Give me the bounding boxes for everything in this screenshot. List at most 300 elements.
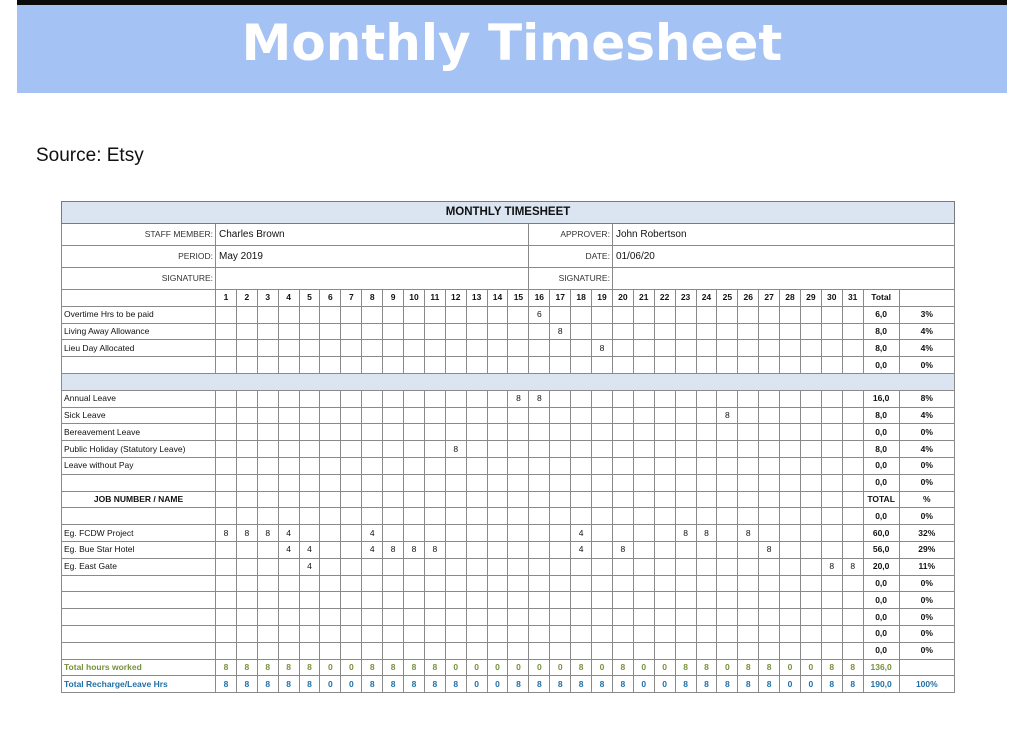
day-cell bbox=[278, 474, 299, 491]
day-cell bbox=[780, 424, 801, 441]
day-cell bbox=[529, 474, 550, 491]
day-cell bbox=[612, 340, 633, 357]
day-cell bbox=[592, 441, 613, 458]
row-name: Eg. FCDW Project bbox=[62, 525, 216, 542]
period-label: PERIOD: bbox=[62, 246, 216, 268]
day-header-21: 21 bbox=[633, 290, 654, 307]
day-cell bbox=[529, 357, 550, 374]
day-cell bbox=[257, 306, 278, 323]
day-cell: 0 bbox=[320, 676, 341, 693]
day-cell bbox=[717, 390, 738, 407]
day-cell bbox=[383, 474, 404, 491]
day-cell bbox=[404, 525, 425, 542]
row-total: 8,0 bbox=[863, 323, 899, 340]
day-cell bbox=[654, 441, 675, 458]
day-cell bbox=[612, 508, 633, 525]
day-cell bbox=[466, 625, 487, 642]
day-header-4: 4 bbox=[278, 290, 299, 307]
job-header-day-cell bbox=[780, 491, 801, 508]
row-total: 60,0 bbox=[863, 525, 899, 542]
day-cell bbox=[466, 558, 487, 575]
day-cell bbox=[341, 592, 362, 609]
day-cell bbox=[466, 340, 487, 357]
day-cell bbox=[675, 592, 696, 609]
day-cell bbox=[821, 575, 842, 592]
day-cell bbox=[236, 609, 257, 626]
day-cell bbox=[487, 592, 508, 609]
day-cell bbox=[654, 323, 675, 340]
day-cell: 8 bbox=[299, 676, 320, 693]
day-header-24: 24 bbox=[696, 290, 717, 307]
day-cell bbox=[738, 592, 759, 609]
day-cell bbox=[445, 340, 466, 357]
day-cell bbox=[299, 592, 320, 609]
day-cell bbox=[508, 340, 529, 357]
day-cell bbox=[466, 642, 487, 659]
day-cell: 8 bbox=[842, 676, 863, 693]
day-header-blank bbox=[62, 290, 216, 307]
day-cell bbox=[717, 525, 738, 542]
day-cell bbox=[383, 525, 404, 542]
day-cell bbox=[717, 357, 738, 374]
day-cell bbox=[780, 441, 801, 458]
day-cell bbox=[508, 474, 529, 491]
day-cell bbox=[696, 642, 717, 659]
day-cell bbox=[341, 575, 362, 592]
job-header-day-cell bbox=[216, 491, 237, 508]
day-cell bbox=[675, 407, 696, 424]
day-cell bbox=[759, 340, 780, 357]
day-cell bbox=[404, 424, 425, 441]
day-cell: 8 bbox=[257, 659, 278, 676]
day-cell bbox=[821, 508, 842, 525]
day-cell bbox=[571, 625, 592, 642]
row-percent: 0% bbox=[899, 592, 954, 609]
job-header-day-cell bbox=[759, 491, 780, 508]
day-cell bbox=[675, 390, 696, 407]
day-cell bbox=[508, 642, 529, 659]
day-cell: 8 bbox=[612, 676, 633, 693]
day-header-10: 10 bbox=[404, 290, 425, 307]
day-cell bbox=[529, 642, 550, 659]
day-cell bbox=[320, 306, 341, 323]
day-cell bbox=[612, 424, 633, 441]
day-cell bbox=[236, 642, 257, 659]
day-cell bbox=[633, 474, 654, 491]
day-cell bbox=[216, 323, 237, 340]
job-header-day-cell bbox=[320, 491, 341, 508]
job-header-day-cell bbox=[738, 491, 759, 508]
day-cell bbox=[633, 642, 654, 659]
job-header-day-cell bbox=[612, 491, 633, 508]
day-cell: 8 bbox=[738, 525, 759, 542]
day-cell: 8 bbox=[529, 676, 550, 693]
day-cell bbox=[216, 357, 237, 374]
day-cell bbox=[738, 575, 759, 592]
day-cell: 8 bbox=[529, 390, 550, 407]
day-cell bbox=[424, 357, 445, 374]
day-cell bbox=[592, 609, 613, 626]
day-cell bbox=[696, 407, 717, 424]
day-cell bbox=[592, 541, 613, 558]
day-cell bbox=[592, 642, 613, 659]
day-cell bbox=[445, 575, 466, 592]
row-percent: 0% bbox=[899, 575, 954, 592]
day-cell bbox=[696, 625, 717, 642]
job-header-day-cell bbox=[508, 491, 529, 508]
day-cell bbox=[821, 340, 842, 357]
day-cell bbox=[278, 323, 299, 340]
day-cell bbox=[550, 424, 571, 441]
day-cell bbox=[800, 609, 821, 626]
day-cell bbox=[821, 441, 842, 458]
day-cell: 0 bbox=[529, 659, 550, 676]
day-cell bbox=[404, 323, 425, 340]
timesheet-row bbox=[62, 541, 955, 558]
day-cell bbox=[821, 390, 842, 407]
day-cell bbox=[466, 407, 487, 424]
day-cell bbox=[675, 340, 696, 357]
day-cell bbox=[362, 306, 383, 323]
row-name bbox=[62, 625, 216, 642]
day-header-2: 2 bbox=[236, 290, 257, 307]
day-cell bbox=[487, 340, 508, 357]
timesheet-row bbox=[62, 424, 955, 441]
day-cell bbox=[592, 508, 613, 525]
day-cell bbox=[487, 575, 508, 592]
day-cell bbox=[842, 357, 863, 374]
day-header-15: 15 bbox=[508, 290, 529, 307]
row-percent: 0% bbox=[899, 609, 954, 626]
day-cell bbox=[550, 407, 571, 424]
day-cell bbox=[487, 541, 508, 558]
row-name: Eg. Bue Star Hotel bbox=[62, 541, 216, 558]
timesheet-row bbox=[62, 575, 955, 592]
day-cell bbox=[654, 625, 675, 642]
day-cell bbox=[404, 474, 425, 491]
day-cell bbox=[466, 609, 487, 626]
day-cell: 8 bbox=[424, 676, 445, 693]
day-cell bbox=[487, 508, 508, 525]
day-cell bbox=[717, 642, 738, 659]
day-cell bbox=[320, 575, 341, 592]
day-cell bbox=[278, 441, 299, 458]
day-cell bbox=[633, 575, 654, 592]
day-cell bbox=[320, 390, 341, 407]
day-cell bbox=[592, 357, 613, 374]
day-cell bbox=[800, 575, 821, 592]
day-cell bbox=[842, 441, 863, 458]
day-cell: 8 bbox=[236, 659, 257, 676]
timesheet-row bbox=[62, 558, 955, 575]
day-cell: 4 bbox=[362, 541, 383, 558]
day-cell bbox=[717, 508, 738, 525]
staff-member-label: STAFF MEMBER: bbox=[62, 224, 216, 246]
day-cell bbox=[696, 474, 717, 491]
day-cell bbox=[404, 508, 425, 525]
row-total: 0,0 bbox=[863, 474, 899, 491]
day-cell bbox=[738, 441, 759, 458]
day-cell bbox=[404, 575, 425, 592]
day-cell bbox=[780, 558, 801, 575]
day-cell bbox=[236, 625, 257, 642]
day-cell bbox=[654, 525, 675, 542]
day-cell bbox=[717, 474, 738, 491]
day-cell: 0 bbox=[780, 659, 801, 676]
day-cell bbox=[424, 625, 445, 642]
day-cell bbox=[487, 306, 508, 323]
day-cell bbox=[341, 424, 362, 441]
day-cell bbox=[654, 575, 675, 592]
day-cell bbox=[216, 609, 237, 626]
day-cell bbox=[633, 525, 654, 542]
day-cell bbox=[320, 441, 341, 458]
day-cell: 8 bbox=[612, 659, 633, 676]
row-name: Annual Leave bbox=[62, 390, 216, 407]
row-percent: 3% bbox=[899, 306, 954, 323]
day-cell bbox=[236, 441, 257, 458]
day-cell bbox=[445, 558, 466, 575]
day-cell bbox=[759, 575, 780, 592]
day-cell: 8 bbox=[445, 676, 466, 693]
day-cell bbox=[320, 424, 341, 441]
day-cell bbox=[341, 625, 362, 642]
day-cell bbox=[487, 407, 508, 424]
row-total: 8,0 bbox=[863, 441, 899, 458]
day-cell bbox=[717, 340, 738, 357]
day-cell bbox=[236, 457, 257, 474]
day-cell bbox=[257, 340, 278, 357]
day-cell bbox=[404, 592, 425, 609]
day-cell bbox=[821, 642, 842, 659]
day-cell: 4 bbox=[278, 541, 299, 558]
day-cell: 8 bbox=[696, 525, 717, 542]
day-cell bbox=[487, 525, 508, 542]
day-cell bbox=[738, 642, 759, 659]
day-cell bbox=[341, 407, 362, 424]
day-cell bbox=[487, 424, 508, 441]
day-cell bbox=[717, 306, 738, 323]
day-cell bbox=[299, 407, 320, 424]
day-cell bbox=[299, 424, 320, 441]
day-cell: 8 bbox=[759, 676, 780, 693]
day-cell bbox=[800, 407, 821, 424]
day-cell: 8 bbox=[759, 541, 780, 558]
day-cell bbox=[404, 558, 425, 575]
day-cell bbox=[362, 508, 383, 525]
day-cell bbox=[675, 357, 696, 374]
day-cell bbox=[571, 592, 592, 609]
day-cell bbox=[404, 609, 425, 626]
day-header-29: 29 bbox=[800, 290, 821, 307]
day-cell bbox=[780, 340, 801, 357]
day-cell bbox=[299, 390, 320, 407]
day-cell bbox=[612, 407, 633, 424]
day-cell bbox=[780, 592, 801, 609]
day-cell bbox=[383, 357, 404, 374]
day-cell bbox=[612, 323, 633, 340]
day-cell bbox=[800, 390, 821, 407]
day-cell bbox=[675, 575, 696, 592]
day-cell bbox=[362, 642, 383, 659]
day-cell bbox=[341, 390, 362, 407]
day-cell bbox=[633, 340, 654, 357]
day-cell bbox=[216, 575, 237, 592]
day-cell bbox=[612, 306, 633, 323]
day-cell bbox=[216, 340, 237, 357]
day-cell: 8 bbox=[842, 558, 863, 575]
day-cell bbox=[550, 441, 571, 458]
day-cell bbox=[612, 390, 633, 407]
row-total: 190,0 bbox=[863, 676, 899, 693]
day-cell: 8 bbox=[424, 541, 445, 558]
day-cell bbox=[278, 609, 299, 626]
job-header-day-cell bbox=[466, 491, 487, 508]
row-name: Overtime Hrs to be paid bbox=[62, 306, 216, 323]
day-cell bbox=[257, 474, 278, 491]
job-header-day-cell bbox=[633, 491, 654, 508]
day-cell bbox=[320, 457, 341, 474]
day-cell bbox=[404, 407, 425, 424]
day-cell bbox=[445, 525, 466, 542]
day-cell bbox=[383, 625, 404, 642]
day-cell bbox=[821, 424, 842, 441]
day-cell: 8 bbox=[236, 676, 257, 693]
day-cell bbox=[236, 474, 257, 491]
day-cell bbox=[612, 575, 633, 592]
day-cell bbox=[383, 575, 404, 592]
row-percent: 100% bbox=[899, 676, 954, 693]
day-cell bbox=[299, 357, 320, 374]
day-cell bbox=[236, 592, 257, 609]
day-cell bbox=[738, 541, 759, 558]
row-name: Eg. East Gate bbox=[62, 558, 216, 575]
row-total: 0,0 bbox=[863, 609, 899, 626]
timesheet-row bbox=[62, 306, 955, 323]
day-cell: 8 bbox=[842, 659, 863, 676]
timesheet-row bbox=[62, 525, 955, 542]
day-cell bbox=[424, 609, 445, 626]
day-cell bbox=[696, 424, 717, 441]
day-cell bbox=[738, 407, 759, 424]
day-cell bbox=[696, 340, 717, 357]
day-cell bbox=[612, 525, 633, 542]
day-cell bbox=[654, 474, 675, 491]
day-cell bbox=[320, 508, 341, 525]
day-cell bbox=[299, 625, 320, 642]
day-cell bbox=[257, 424, 278, 441]
day-cell bbox=[550, 609, 571, 626]
day-cell bbox=[299, 575, 320, 592]
job-header-day-cell bbox=[821, 491, 842, 508]
day-cell bbox=[800, 625, 821, 642]
day-cell bbox=[550, 306, 571, 323]
day-cell bbox=[362, 407, 383, 424]
day-cell bbox=[529, 457, 550, 474]
day-cell bbox=[738, 306, 759, 323]
timesheet-row bbox=[62, 323, 955, 340]
approver-label: APPROVER: bbox=[529, 224, 613, 246]
day-cell bbox=[633, 592, 654, 609]
day-cell bbox=[759, 457, 780, 474]
day-cell bbox=[571, 407, 592, 424]
day-cell bbox=[487, 357, 508, 374]
row-name bbox=[62, 592, 216, 609]
day-cell bbox=[508, 508, 529, 525]
day-cell bbox=[466, 457, 487, 474]
day-cell bbox=[633, 306, 654, 323]
day-cell bbox=[466, 441, 487, 458]
day-cell bbox=[445, 424, 466, 441]
day-cell bbox=[529, 625, 550, 642]
timesheet-row bbox=[62, 390, 955, 407]
day-cell bbox=[508, 457, 529, 474]
day-cell bbox=[842, 592, 863, 609]
day-cell bbox=[738, 558, 759, 575]
day-cell: 8 bbox=[675, 676, 696, 693]
day-cell bbox=[550, 592, 571, 609]
day-cell bbox=[800, 508, 821, 525]
day-cell bbox=[362, 457, 383, 474]
day-cell bbox=[738, 625, 759, 642]
day-cell: 8 bbox=[424, 659, 445, 676]
day-cell bbox=[424, 575, 445, 592]
row-name bbox=[62, 508, 216, 525]
day-cell bbox=[717, 457, 738, 474]
day-cell bbox=[550, 474, 571, 491]
job-header-day-cell bbox=[675, 491, 696, 508]
day-cell bbox=[842, 457, 863, 474]
row-name: Leave without Pay bbox=[62, 457, 216, 474]
day-cell bbox=[362, 441, 383, 458]
day-cell: 8 bbox=[216, 659, 237, 676]
day-cell bbox=[216, 306, 237, 323]
day-cell bbox=[236, 390, 257, 407]
day-cell bbox=[612, 457, 633, 474]
row-name: Lieu Day Allocated bbox=[62, 340, 216, 357]
day-cell bbox=[633, 541, 654, 558]
day-cell bbox=[424, 340, 445, 357]
day-cell bbox=[508, 575, 529, 592]
day-header-23: 23 bbox=[675, 290, 696, 307]
day-cell bbox=[800, 323, 821, 340]
day-cell bbox=[320, 592, 341, 609]
day-cell bbox=[508, 407, 529, 424]
day-cell bbox=[571, 575, 592, 592]
day-cell bbox=[424, 390, 445, 407]
job-pct-header: % bbox=[899, 491, 954, 508]
day-cell bbox=[821, 609, 842, 626]
day-cell bbox=[633, 558, 654, 575]
day-cell bbox=[341, 525, 362, 542]
day-cell bbox=[466, 525, 487, 542]
day-cell bbox=[320, 625, 341, 642]
day-cell bbox=[424, 642, 445, 659]
day-cell bbox=[341, 642, 362, 659]
day-cell bbox=[842, 609, 863, 626]
day-cell bbox=[738, 390, 759, 407]
day-cell bbox=[299, 306, 320, 323]
day-cell: 8 bbox=[696, 676, 717, 693]
day-cell bbox=[780, 323, 801, 340]
section-separator-row bbox=[62, 373, 955, 390]
day-cell bbox=[654, 558, 675, 575]
day-cell bbox=[362, 609, 383, 626]
day-cell bbox=[404, 457, 425, 474]
row-percent: 32% bbox=[899, 525, 954, 542]
day-cell bbox=[842, 508, 863, 525]
day-cell bbox=[257, 441, 278, 458]
